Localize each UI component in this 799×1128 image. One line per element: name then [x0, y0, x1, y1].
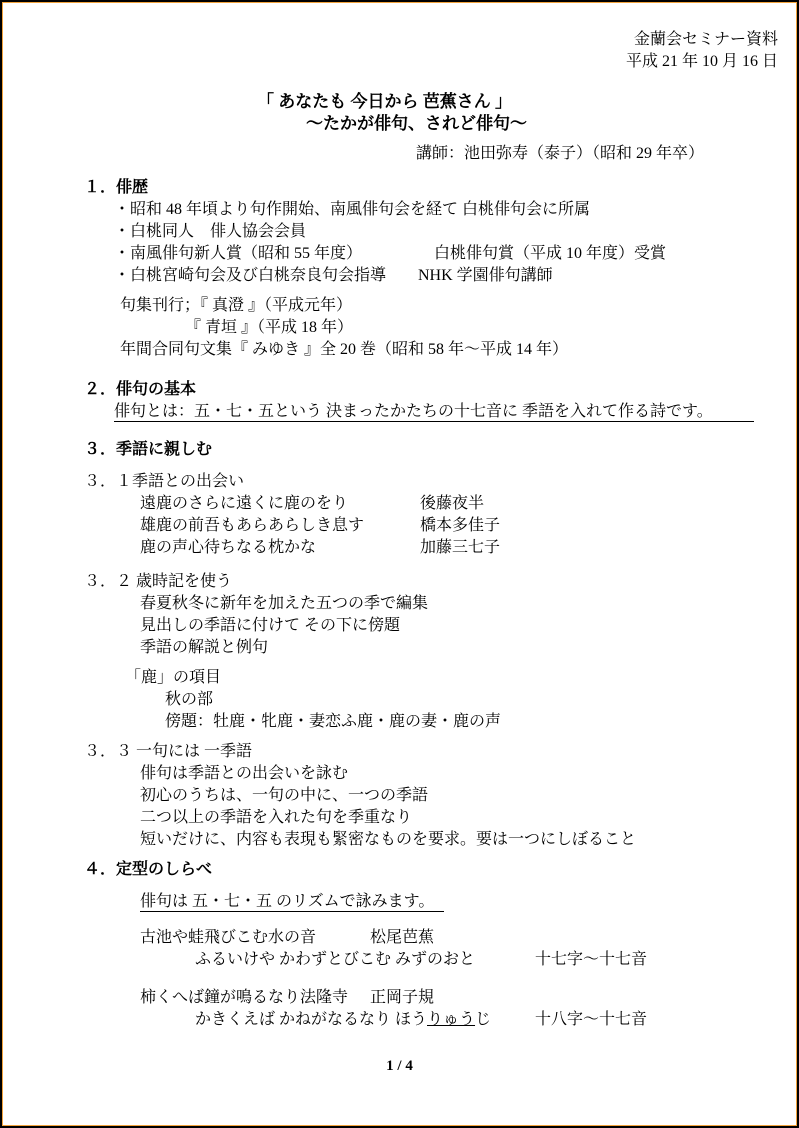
haiku-author: 松尾芭蕉	[370, 929, 435, 946]
haiku-text: 柿くへば鐘が鳴るなり法隆寺	[140, 989, 349, 1006]
haiku-author: 正岡子規	[370, 989, 435, 1006]
subsection-3-3-heading: ３．３ 一句には 一季語	[84, 743, 253, 760]
rhythm-rule-line	[140, 891, 796, 913]
header-meta	[3, 29, 796, 73]
haiku-example-row	[140, 927, 796, 949]
page-border	[2, 2, 797, 1126]
bullet-item: ・南風俳句新人賞（昭和 55 年度） 白桃俳句賞（平成 10 年度）受賞	[114, 245, 667, 262]
reading-post: じ	[475, 1011, 492, 1028]
poem-row	[140, 515, 796, 537]
note-line: 季語の解説と例句	[140, 639, 269, 656]
page-title: 「 あなたも 今日から 芭蕉さん 」	[257, 92, 512, 111]
bullet-item: ・白桃宮崎句会及び白桃奈良句会指導 NHK 学園俳句講師	[114, 267, 553, 284]
poem-row	[140, 537, 796, 559]
note-line: 見出しの季語に付けて その下に傍題	[140, 617, 401, 634]
poem-text: 遠鹿のさらに遠くに鹿のをり	[140, 495, 349, 512]
poem-text: 雄鹿の前吾もあらあらしき息す	[140, 517, 365, 534]
shika-season: 秋の部	[165, 691, 214, 708]
subsection-3-1-heading: ３．１季語との出会い	[84, 473, 245, 490]
reading-pre: ふるいけや かわずとびこむ みずのおと	[195, 951, 476, 968]
section-1-heading: １．俳歴	[84, 179, 149, 196]
page-subtitle: ～たかが俳句、されど俳句～	[306, 114, 527, 133]
bullet-item: ・昭和 48 年頃より句作開始、南風俳句会を経て 白桃俳句会に所属	[114, 201, 591, 218]
shika-subtopics: 傍題：牡鹿・牝鹿・妻恋ふ鹿・鹿の妻・鹿の声	[165, 713, 502, 730]
publication-line: 『 青垣 』（平成 18 年）	[185, 319, 354, 336]
poem-author: 後藤夜半	[420, 495, 485, 512]
page-number: 1 / 4	[386, 1058, 413, 1074]
haiku-definition: 俳句とは：五・七・五という 決まったかたちの十七音に 季語を入れて作る詩です。	[114, 403, 754, 422]
haiku-text: 古池や蛙飛びこむ水の音	[140, 929, 317, 946]
poem-author: 加藤三七子	[420, 539, 501, 556]
reading-text	[195, 949, 535, 971]
note-line: 二つ以上の季語を入れた句を季重なり	[140, 809, 413, 826]
poem-text: 鹿の声心待ちなる枕かな	[140, 539, 317, 556]
note-line: 短いだけに、内容も表現も緊密なものを要求。要は一つにしぼること	[140, 831, 637, 848]
reading-row	[195, 949, 796, 971]
section-2-heading: ２．俳句の基本	[84, 381, 197, 398]
publication-line: 年間合同句文集『 みゆき 』全 20 巻（昭和 58 年～平成 14 年）	[120, 341, 569, 358]
reading-pre: かきくえば かねがなるなり ほう	[195, 1011, 428, 1028]
note-line: 初心のうちは、一句の中に、一つの季語	[140, 787, 429, 804]
document-date: 平成 21 年 10 月 16 日	[625, 53, 778, 70]
haiku-example-row	[140, 987, 796, 1009]
poem-author: 橋本多佳子	[420, 517, 501, 534]
rhythm-rule: 俳句は 五・七・五 のリズムで詠みます。	[140, 893, 444, 912]
poem-row	[140, 493, 796, 515]
reading-row	[195, 1009, 796, 1031]
bullet-item: ・白桃同人 俳人協会会員	[114, 223, 307, 240]
section-3-heading: ３．季語に親しむ	[84, 441, 213, 458]
syllable-count: 十七字～十七音	[535, 951, 648, 968]
section-4-heading: ４．定型のしらべ	[84, 861, 213, 878]
haiku-definition-line	[114, 401, 796, 423]
syllable-count: 十八字～十七音	[535, 1011, 648, 1028]
seminar-source-line: 金蘭会セミナー資料	[633, 31, 778, 48]
note-line: 春夏秋冬に新年を加えた五つの季で編集	[140, 595, 429, 612]
reading-text	[195, 1009, 535, 1031]
note-line: 俳句は季語との出会いを詠む	[140, 765, 349, 782]
subsection-3-2-heading: ３．２ 歳時記を使う	[84, 573, 233, 590]
publication-line: 句集刊行；『 真澄 』（平成元年）	[120, 297, 353, 314]
reading-emphasis: りゅう	[427, 1011, 476, 1028]
shika-entry-title: 「鹿」の項目	[125, 669, 222, 686]
lecturer-line: 講師：池田弥寿（泰子）（昭和 29 年卒）	[415, 145, 704, 162]
